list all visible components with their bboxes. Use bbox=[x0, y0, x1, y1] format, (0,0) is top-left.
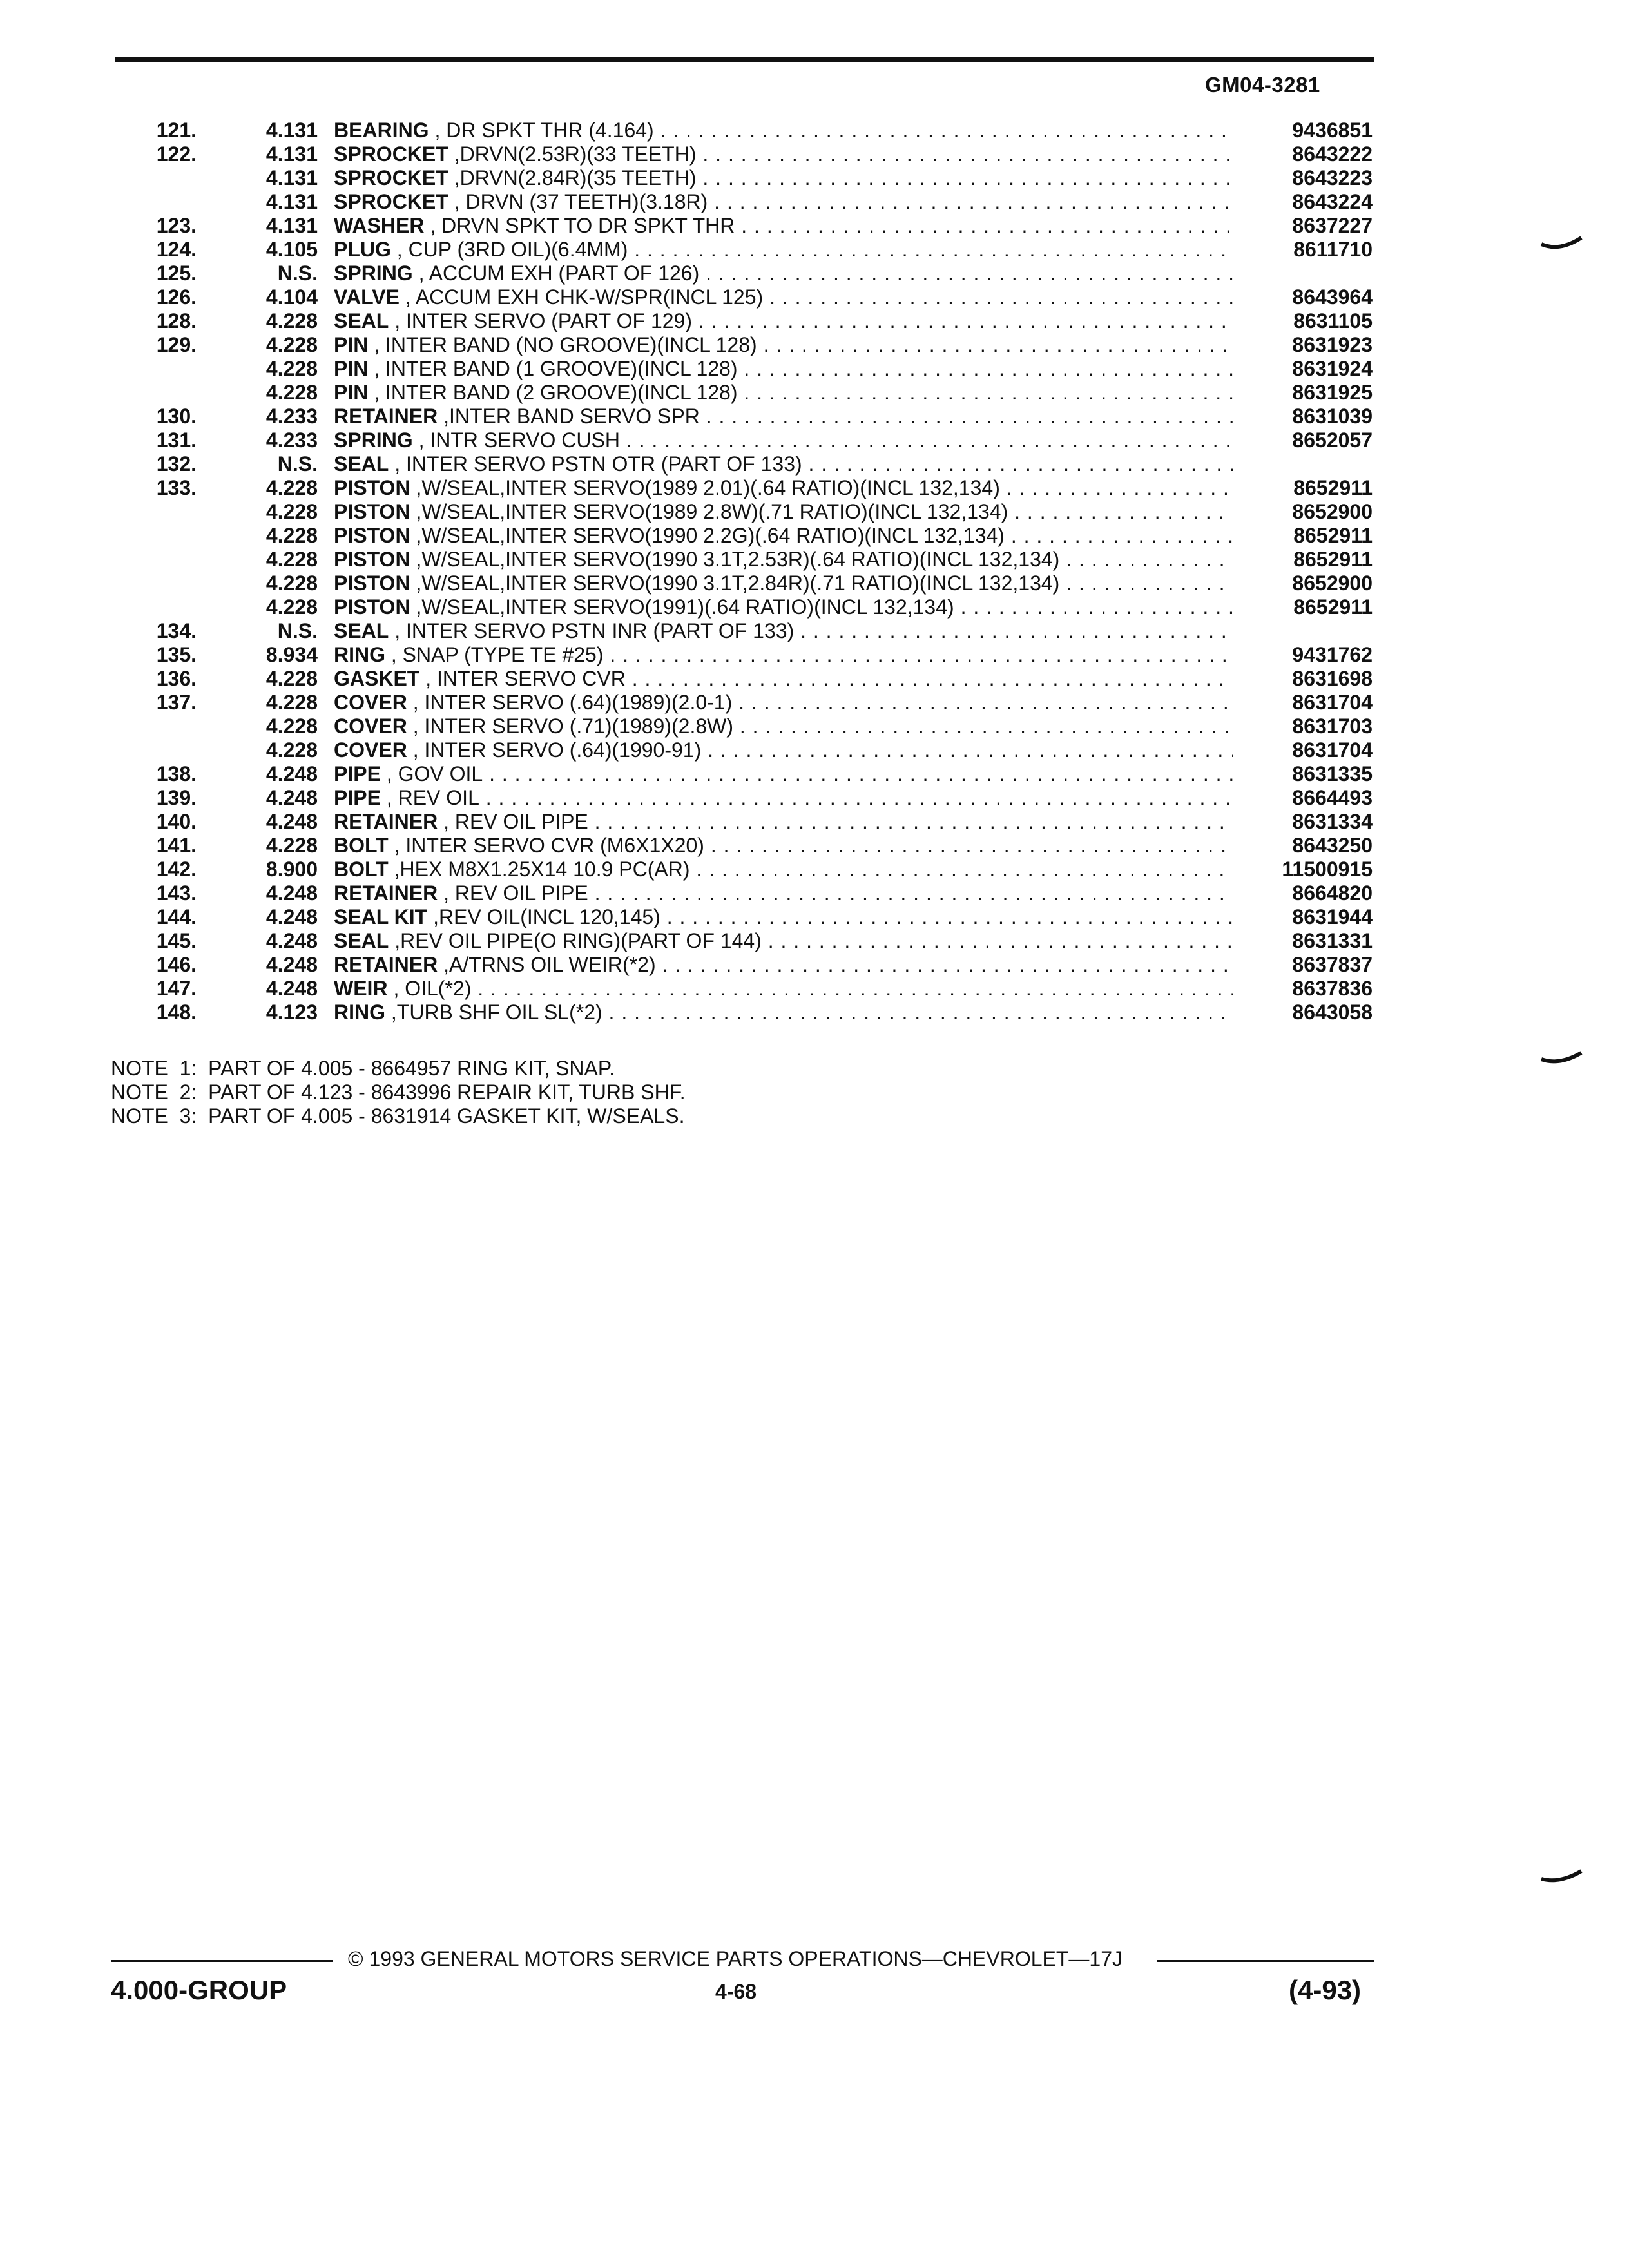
part-number: 8631704 bbox=[1292, 691, 1373, 714]
part-detail: ,DRVN(2.53R)(33 TEETH) bbox=[454, 142, 697, 166]
part-description bbox=[334, 119, 1233, 142]
part-number: 8664493 bbox=[1292, 786, 1373, 809]
part-detail: ,REV OIL PIPE(O RING)(PART OF 144) bbox=[394, 929, 762, 952]
group-number: 4.123 bbox=[265, 1001, 318, 1024]
part-name: RETAINER bbox=[334, 881, 438, 905]
group-number: 4.248 bbox=[265, 905, 318, 928]
part-number: 8652911 bbox=[1293, 476, 1373, 499]
part-name: PIN bbox=[334, 357, 369, 380]
group-number: N.S. bbox=[277, 452, 318, 476]
part-number: 8652900 bbox=[1292, 572, 1373, 595]
part-number: 8631924 bbox=[1292, 357, 1373, 380]
group-number: 4.233 bbox=[265, 405, 318, 428]
part-detail: , DRVN (37 TEETH)(3.18R) bbox=[454, 190, 708, 213]
table-row bbox=[0, 858, 1629, 881]
part-name: WASHER bbox=[334, 214, 425, 237]
part-number: 8652057 bbox=[1292, 428, 1373, 452]
part-name: PISTON bbox=[334, 524, 410, 547]
part-description bbox=[334, 262, 1233, 285]
part-name: COVER bbox=[334, 738, 407, 762]
part-detail: , SNAP (TYPE TE #25) bbox=[390, 643, 604, 666]
table-row bbox=[0, 166, 1629, 190]
group-label: 4.000-GROUP bbox=[111, 1975, 287, 2005]
table-row bbox=[0, 357, 1629, 381]
group-number: 4.228 bbox=[265, 572, 318, 595]
group-number: 8.900 bbox=[265, 858, 318, 881]
binder-mark-2 bbox=[1540, 1044, 1585, 1070]
part-description bbox=[334, 214, 1233, 238]
table-row bbox=[0, 738, 1629, 762]
part-name: SPRING bbox=[334, 262, 413, 285]
item-number: 140. bbox=[156, 810, 197, 833]
item-number: 122. bbox=[156, 142, 197, 166]
part-description bbox=[334, 572, 1233, 595]
note-line: NOTE 3: PART OF 4.005 - 8631914 GASKET KIT, W/SEALS. bbox=[111, 1104, 685, 1128]
part-description bbox=[334, 428, 1233, 452]
part-name: VALVE bbox=[334, 285, 400, 309]
table-row bbox=[0, 214, 1629, 238]
item-number: 132. bbox=[156, 452, 197, 476]
part-number: 9436851 bbox=[1292, 119, 1373, 142]
group-number: 4.228 bbox=[265, 476, 318, 499]
item-number: 142. bbox=[156, 858, 197, 881]
part-detail: , INTER SERVO (PART OF 129) bbox=[394, 309, 692, 332]
part-name: SPRING bbox=[334, 428, 413, 452]
part-detail: , ACCUM EXH CHK-W/SPR(INCL 125) bbox=[405, 285, 764, 309]
table-row bbox=[0, 595, 1629, 619]
group-number: 4.228 bbox=[265, 834, 318, 857]
part-description bbox=[334, 762, 1233, 786]
part-detail: , OIL(*2) bbox=[393, 977, 472, 1000]
part-number: 8631698 bbox=[1292, 667, 1373, 690]
part-description bbox=[334, 905, 1233, 929]
part-detail: , DRVN SPKT TO DR SPKT THR bbox=[430, 214, 735, 237]
part-name: SPROCKET bbox=[334, 190, 448, 213]
part-number: 8631944 bbox=[1292, 905, 1373, 928]
part-name: GASKET bbox=[334, 667, 420, 690]
group-number: 4.228 bbox=[265, 309, 318, 332]
part-detail: ,W/SEAL,INTER SERVO(1990 2.2G)(.64 RATIO)(INCL 132,134) bbox=[416, 524, 1005, 547]
part-number: 8631039 bbox=[1292, 405, 1373, 428]
footer-rule-right bbox=[1157, 1960, 1374, 1962]
table-row bbox=[0, 190, 1629, 214]
table-row bbox=[0, 405, 1629, 428]
part-detail: , INTER SERVO (.64)(1989)(2.0-1) bbox=[412, 691, 733, 714]
part-detail: ,TURB SHF OIL SL(*2) bbox=[390, 1001, 602, 1024]
item-number: 130. bbox=[156, 405, 197, 428]
group-number: 4.228 bbox=[265, 524, 318, 547]
item-number: 141. bbox=[156, 834, 197, 857]
group-number: 4.131 bbox=[265, 214, 318, 237]
part-number: 8643964 bbox=[1292, 285, 1373, 309]
group-number: N.S. bbox=[277, 262, 318, 285]
item-number: 148. bbox=[156, 1001, 197, 1024]
table-row bbox=[0, 500, 1629, 524]
binder-mark-1 bbox=[1540, 229, 1585, 255]
table-row bbox=[0, 643, 1629, 667]
part-detail: , REV OIL PIPE bbox=[443, 881, 588, 905]
part-description bbox=[334, 452, 1233, 476]
part-detail: ,HEX M8X1.25X14 10.9 PC(AR) bbox=[394, 858, 690, 881]
item-number: 137. bbox=[156, 691, 197, 714]
table-row bbox=[0, 572, 1629, 595]
item-number: 121. bbox=[156, 119, 197, 142]
table-row bbox=[0, 977, 1629, 1001]
item-number: 131. bbox=[156, 428, 197, 452]
part-description bbox=[334, 595, 1233, 619]
part-description bbox=[334, 977, 1233, 1001]
part-description bbox=[334, 285, 1233, 309]
part-name: PISTON bbox=[334, 595, 410, 619]
group-number: 4.228 bbox=[265, 691, 318, 714]
part-name: BEARING bbox=[334, 119, 429, 142]
part-detail: , ACCUM EXH (PART OF 126) bbox=[418, 262, 700, 285]
part-description bbox=[334, 834, 1233, 858]
part-name: BOLT bbox=[334, 834, 389, 857]
table-row bbox=[0, 881, 1629, 905]
group-number: 4.228 bbox=[265, 715, 318, 738]
part-description bbox=[334, 619, 1233, 643]
part-number: 8643224 bbox=[1292, 190, 1373, 213]
part-name: PISTON bbox=[334, 548, 410, 571]
part-name: SEAL bbox=[334, 929, 389, 952]
part-name: RETAINER bbox=[334, 810, 438, 833]
note-line: NOTE 1: PART OF 4.005 - 8664957 RING KIT, SNAP. bbox=[111, 1057, 615, 1080]
table-row bbox=[0, 142, 1629, 166]
part-description bbox=[334, 667, 1233, 691]
table-row bbox=[0, 786, 1629, 810]
part-name: SEAL KIT bbox=[334, 905, 428, 928]
document-code: GM04-3281 bbox=[1205, 73, 1320, 97]
table-row bbox=[0, 667, 1629, 691]
group-number: 4.233 bbox=[265, 428, 318, 452]
part-detail: , CUP (3RD OIL)(6.4MM) bbox=[396, 238, 628, 261]
part-description bbox=[334, 238, 1233, 262]
part-detail: ,A/TRNS OIL WEIR(*2) bbox=[443, 953, 656, 976]
part-description bbox=[334, 142, 1233, 166]
table-row bbox=[0, 762, 1629, 786]
part-description bbox=[334, 643, 1233, 667]
table-row bbox=[0, 333, 1629, 357]
part-description bbox=[334, 810, 1233, 834]
group-number: 4.248 bbox=[265, 977, 318, 1000]
part-number: 11500915 bbox=[1282, 858, 1373, 881]
table-row bbox=[0, 1001, 1629, 1024]
part-description bbox=[334, 357, 1233, 381]
part-description bbox=[334, 691, 1233, 715]
part-number: 8637837 bbox=[1292, 953, 1373, 976]
part-detail: ,W/SEAL,INTER SERVO(1990 3.1T,2.84R)(.71 RATIO)(INCL 132,134) bbox=[416, 572, 1060, 595]
table-row bbox=[0, 428, 1629, 452]
part-name: PISTON bbox=[334, 476, 410, 499]
group-number: 4.131 bbox=[265, 119, 318, 142]
item-number: 147. bbox=[156, 977, 197, 1000]
part-detail: ,DRVN(2.84R)(35 TEETH) bbox=[454, 166, 697, 189]
part-name: PISTON bbox=[334, 572, 410, 595]
item-number: 124. bbox=[156, 238, 197, 261]
item-number: 128. bbox=[156, 309, 197, 332]
table-row bbox=[0, 905, 1629, 929]
part-description bbox=[334, 548, 1233, 572]
table-row bbox=[0, 929, 1629, 953]
table-row bbox=[0, 238, 1629, 262]
part-name: SEAL bbox=[334, 619, 389, 642]
part-detail: , INTER SERVO CVR (M6X1X20) bbox=[394, 834, 704, 857]
group-number: 4.228 bbox=[265, 548, 318, 571]
part-name: COVER bbox=[334, 691, 407, 714]
part-description bbox=[334, 476, 1233, 500]
part-name: SEAL bbox=[334, 309, 389, 332]
part-number: 8643222 bbox=[1292, 142, 1373, 166]
top-rule bbox=[115, 57, 1374, 62]
table-row bbox=[0, 691, 1629, 715]
part-detail: , INTER SERVO (.64)(1990-91) bbox=[412, 738, 702, 762]
table-row bbox=[0, 524, 1629, 548]
part-name: SPROCKET bbox=[334, 166, 448, 189]
table-row bbox=[0, 119, 1629, 142]
table-row bbox=[0, 476, 1629, 500]
part-description bbox=[334, 858, 1233, 881]
item-number: 125. bbox=[156, 262, 197, 285]
table-row bbox=[0, 619, 1629, 643]
part-detail: , INTER BAND (1 GROOVE)(INCL 128) bbox=[374, 357, 738, 380]
part-number: 8643250 bbox=[1292, 834, 1373, 857]
group-number: N.S. bbox=[277, 619, 318, 642]
part-number: 8631925 bbox=[1292, 381, 1373, 404]
part-name: SEAL bbox=[334, 452, 389, 476]
group-number: 4.228 bbox=[265, 333, 318, 356]
part-number: 8631704 bbox=[1292, 738, 1373, 762]
part-detail: ,REV OIL(INCL 120,145) bbox=[433, 905, 660, 928]
part-number: 8643058 bbox=[1292, 1001, 1373, 1024]
table-row bbox=[0, 953, 1629, 977]
part-detail: ,W/SEAL,INTER SERVO(1989 2.01)(.64 RATIO)(INCL 132,134) bbox=[416, 476, 1000, 499]
part-detail: , REV OIL bbox=[386, 786, 479, 809]
part-description bbox=[334, 738, 1233, 762]
item-number: 139. bbox=[156, 786, 197, 809]
group-number: 4.228 bbox=[265, 667, 318, 690]
part-description bbox=[334, 381, 1233, 405]
part-number: 9431762 bbox=[1292, 643, 1373, 666]
page-number: 4-68 bbox=[715, 1980, 757, 2003]
part-number: 8631335 bbox=[1292, 762, 1373, 785]
group-number: 4.131 bbox=[265, 166, 318, 189]
part-detail: , INTER SERVO CVR bbox=[425, 667, 626, 690]
part-detail: ,INTER BAND SERVO SPR bbox=[443, 405, 700, 428]
part-number: 8631334 bbox=[1292, 810, 1373, 833]
table-row bbox=[0, 834, 1629, 858]
part-number: 8631331 bbox=[1292, 929, 1373, 952]
part-number: 8611710 bbox=[1293, 238, 1373, 261]
part-description bbox=[334, 881, 1233, 905]
group-number: 4.248 bbox=[265, 881, 318, 905]
part-number: 8652911 bbox=[1293, 524, 1373, 547]
part-detail: , REV OIL PIPE bbox=[443, 810, 588, 833]
part-description bbox=[334, 929, 1233, 953]
part-detail: , INTER BAND (2 GROOVE)(INCL 128) bbox=[374, 381, 738, 404]
revision-date: (4-93) bbox=[1289, 1975, 1362, 2005]
copyright-line: © 1993 GENERAL MOTORS SERVICE PARTS OPERATIONS—CHEVROLET—17J bbox=[348, 1947, 1123, 1970]
part-number: 8652900 bbox=[1292, 500, 1373, 523]
part-name: RETAINER bbox=[334, 405, 438, 428]
part-number: 8631923 bbox=[1292, 333, 1373, 356]
part-detail: , DR SPKT THR (4.164) bbox=[434, 119, 654, 142]
part-detail: , GOV OIL bbox=[386, 762, 483, 785]
part-number: 8637836 bbox=[1292, 977, 1373, 1000]
part-number: 8643223 bbox=[1292, 166, 1373, 189]
part-number: 8652911 bbox=[1293, 548, 1373, 571]
group-number: 4.248 bbox=[265, 929, 318, 952]
group-number: 4.248 bbox=[265, 762, 318, 785]
part-name: PLUG bbox=[334, 238, 391, 261]
part-detail: , INTR SERVO CUSH bbox=[418, 428, 620, 452]
table-row bbox=[0, 715, 1629, 738]
group-number: 8.934 bbox=[265, 643, 318, 666]
part-name: PIPE bbox=[334, 762, 381, 785]
part-number: 8631105 bbox=[1293, 309, 1373, 332]
table-row bbox=[0, 309, 1629, 333]
group-number: 4.131 bbox=[265, 190, 318, 213]
item-number: 123. bbox=[156, 214, 197, 237]
item-number: 143. bbox=[156, 881, 197, 905]
item-number: 126. bbox=[156, 285, 197, 309]
part-detail: , INTER SERVO PSTN OTR (PART OF 133) bbox=[394, 452, 802, 476]
item-number: 144. bbox=[156, 905, 197, 928]
part-detail: , INTER SERVO PSTN INR (PART OF 133) bbox=[394, 619, 795, 642]
part-detail: , INTER SERVO (.71)(1989)(2.8W) bbox=[412, 715, 733, 738]
part-description bbox=[334, 524, 1233, 548]
part-detail: ,W/SEAL,INTER SERVO(1990 3.1T,2.53R)(.64 RATIO)(INCL 132,134) bbox=[416, 548, 1060, 571]
part-description bbox=[334, 953, 1233, 977]
item-number: 145. bbox=[156, 929, 197, 952]
part-description bbox=[334, 1001, 1233, 1024]
item-number: 136. bbox=[156, 667, 197, 690]
item-number: 129. bbox=[156, 333, 197, 356]
part-description bbox=[334, 405, 1233, 428]
item-number: 146. bbox=[156, 953, 197, 976]
footer-rule-left bbox=[111, 1960, 333, 1962]
part-detail: ,W/SEAL,INTER SERVO(1991)(.64 RATIO)(INCL 132,134) bbox=[416, 595, 954, 619]
part-name: PISTON bbox=[334, 500, 410, 523]
group-number: 4.228 bbox=[265, 500, 318, 523]
part-description bbox=[334, 166, 1233, 190]
group-number: 4.248 bbox=[265, 810, 318, 833]
part-name: PIN bbox=[334, 333, 369, 356]
item-number: 138. bbox=[156, 762, 197, 785]
part-number: 8652911 bbox=[1293, 595, 1373, 619]
part-detail: , INTER BAND (NO GROOVE)(INCL 128) bbox=[374, 333, 757, 356]
table-row bbox=[0, 381, 1629, 405]
group-number: 4.248 bbox=[265, 786, 318, 809]
parts-list bbox=[0, 119, 1629, 1024]
part-detail: ,W/SEAL,INTER SERVO(1989 2.8W)(.71 RATIO)(INCL 132,134) bbox=[416, 500, 1008, 523]
part-name: COVER bbox=[334, 715, 407, 738]
item-number: 134. bbox=[156, 619, 197, 642]
group-number: 4.131 bbox=[265, 142, 318, 166]
part-description bbox=[334, 786, 1233, 810]
part-number: 8637227 bbox=[1292, 214, 1373, 237]
group-number: 4.248 bbox=[265, 953, 318, 976]
table-row bbox=[0, 810, 1629, 834]
note-line: NOTE 2: PART OF 4.123 - 8643996 REPAIR KIT, TURB SHF. bbox=[111, 1081, 686, 1104]
part-name: RING bbox=[334, 1001, 385, 1024]
table-row bbox=[0, 548, 1629, 572]
group-number: 4.228 bbox=[265, 738, 318, 762]
part-description bbox=[334, 715, 1233, 738]
group-number: 4.228 bbox=[265, 381, 318, 404]
part-name: RETAINER bbox=[334, 953, 438, 976]
item-number: 133. bbox=[156, 476, 197, 499]
group-number: 4.105 bbox=[265, 238, 318, 261]
table-row bbox=[0, 262, 1629, 285]
part-name: WEIR bbox=[334, 977, 388, 1000]
table-row bbox=[0, 452, 1629, 476]
part-description bbox=[334, 309, 1233, 333]
part-name: BOLT bbox=[334, 858, 389, 881]
part-description bbox=[334, 500, 1233, 524]
part-name: SPROCKET bbox=[334, 142, 448, 166]
part-description bbox=[334, 333, 1233, 357]
item-number: 135. bbox=[156, 643, 197, 666]
part-name: PIN bbox=[334, 381, 369, 404]
table-row bbox=[0, 285, 1629, 309]
part-name: RING bbox=[334, 643, 385, 666]
group-number: 4.104 bbox=[265, 285, 318, 309]
binder-mark-3 bbox=[1540, 1862, 1585, 1888]
notes-section bbox=[111, 1057, 686, 1128]
part-description bbox=[334, 190, 1233, 214]
part-number: 8664820 bbox=[1292, 881, 1373, 905]
group-number: 4.228 bbox=[265, 357, 318, 380]
group-number: 4.228 bbox=[265, 595, 318, 619]
part-name: PIPE bbox=[334, 786, 381, 809]
part-number: 8631703 bbox=[1292, 715, 1373, 738]
